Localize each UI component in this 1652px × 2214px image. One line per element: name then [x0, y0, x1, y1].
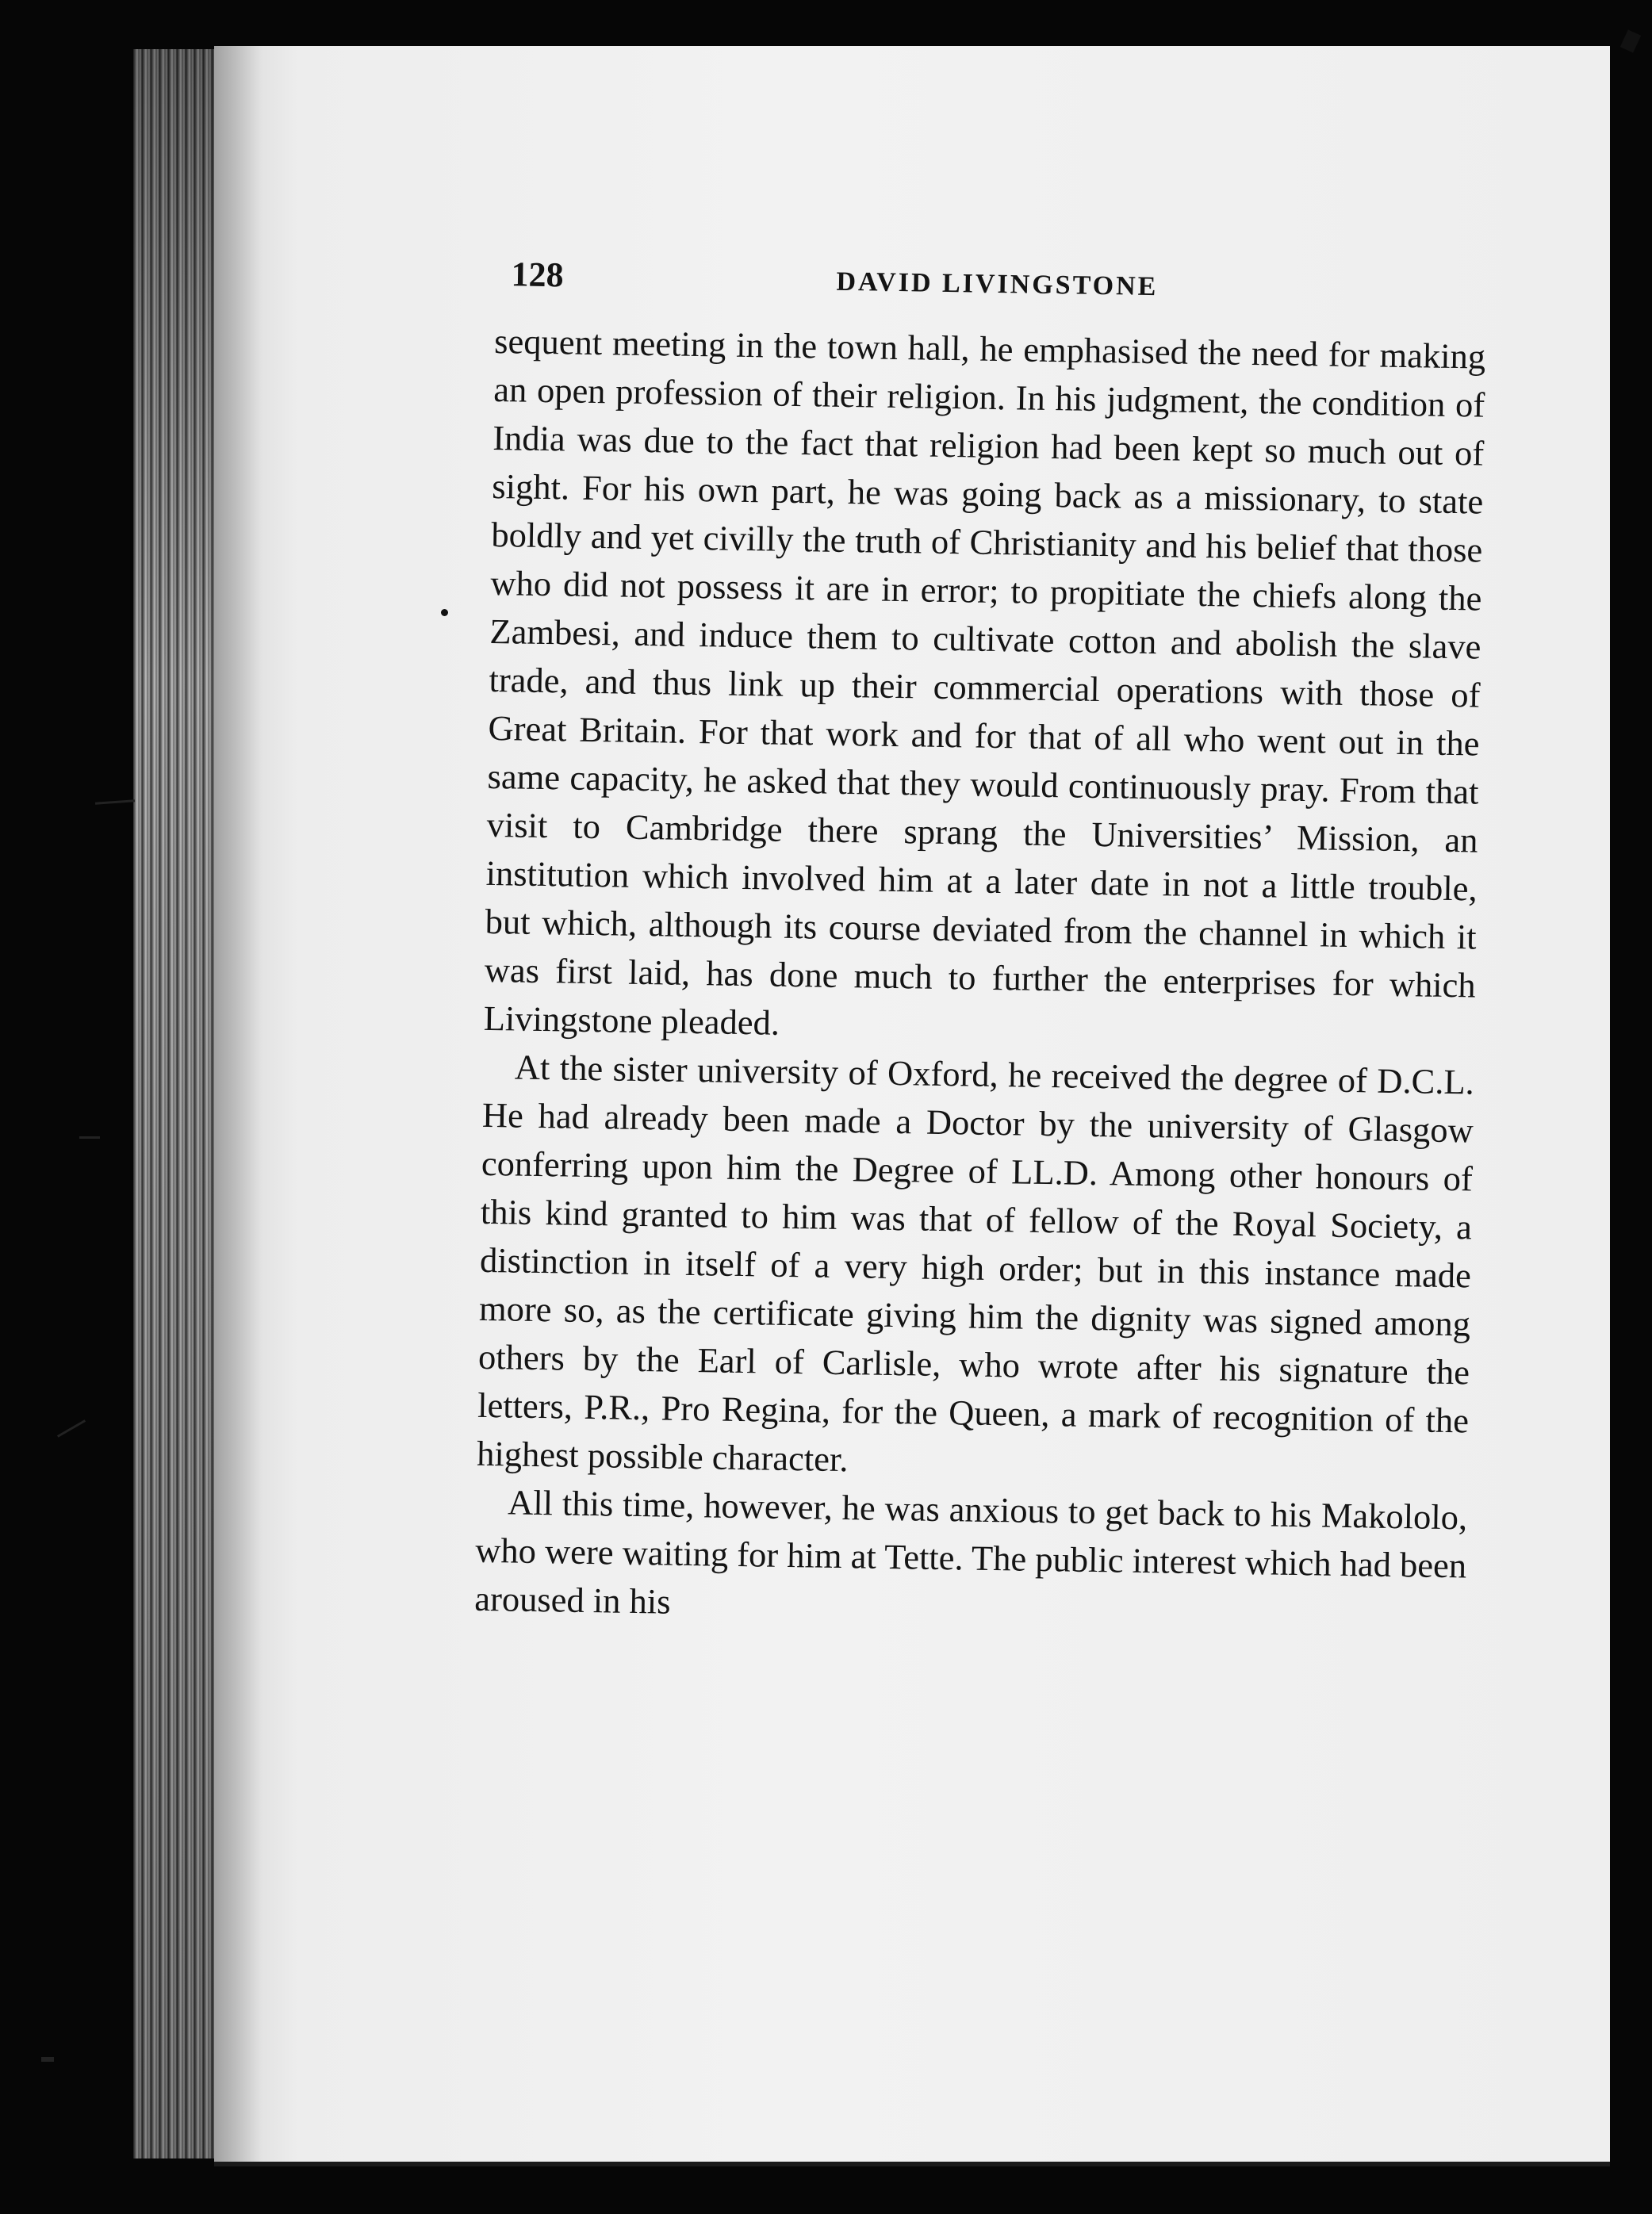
page-number: 128 [511, 255, 564, 295]
paragraph: sequent meeting in the town hall, he emphasised the need for making an open profession of their religion. In his judgment, the condition of India was due to the fact that religion had been kept so much out of sight. For his own part, he was going back as a missionary, to state boldly and yet civilly the truth of Christianity and his belief that those who did not possess it are in error; to propitiate the chiefs along the Zambesi, and induce them to cultivate cotton and abolish the slave trade, and thus link up their commercial operations with those of Great Britain. For that work and for that of all who went out in the same capacity, he asked that they would continuously pray. From that visit to Cambridge there sprang the Universities’ Mission, an institution which involved him at a later date in not a little trouble, but which, although its course deviated from the channel in which it was first laid, has done much to further the enterprises for which Livingstone pleaded. [483, 320, 1486, 1043]
edge-tick [95, 799, 135, 804]
edge-tick [41, 2057, 54, 2062]
text-block [474, 254, 1487, 1638]
paragraph: All this time, however, he was anxious to get back to his Makololo, who were waiting for him at Tette. The public interest which had been aroused in his [473, 1482, 1468, 1622]
binding-shadow [214, 46, 262, 2162]
running-head-title: DAVID LIVINGSTONE [836, 266, 1159, 302]
edge-tick [79, 1136, 100, 1139]
corner-mark [1620, 29, 1641, 52]
margin-dot [441, 609, 448, 616]
paragraph: At the sister university of Oxford, he received the degree of D.C.L. He had already been made a Doctor by the university of Glasgow conferring upon him the Degree of LL.D. Among other honours of this kind granted to him was that of fellow of the Royal Society, a distinction in itself of a very high order; but in this instance made more so, as the certificate giving him the dignity was signed among others by the Earl of Carlisle, who wrote after his signature the letters, P.R., Pro Regina, for the Queen, a mark of recognition of the highest possible character. [476, 1047, 1475, 1480]
edge-tick [57, 1419, 86, 1438]
